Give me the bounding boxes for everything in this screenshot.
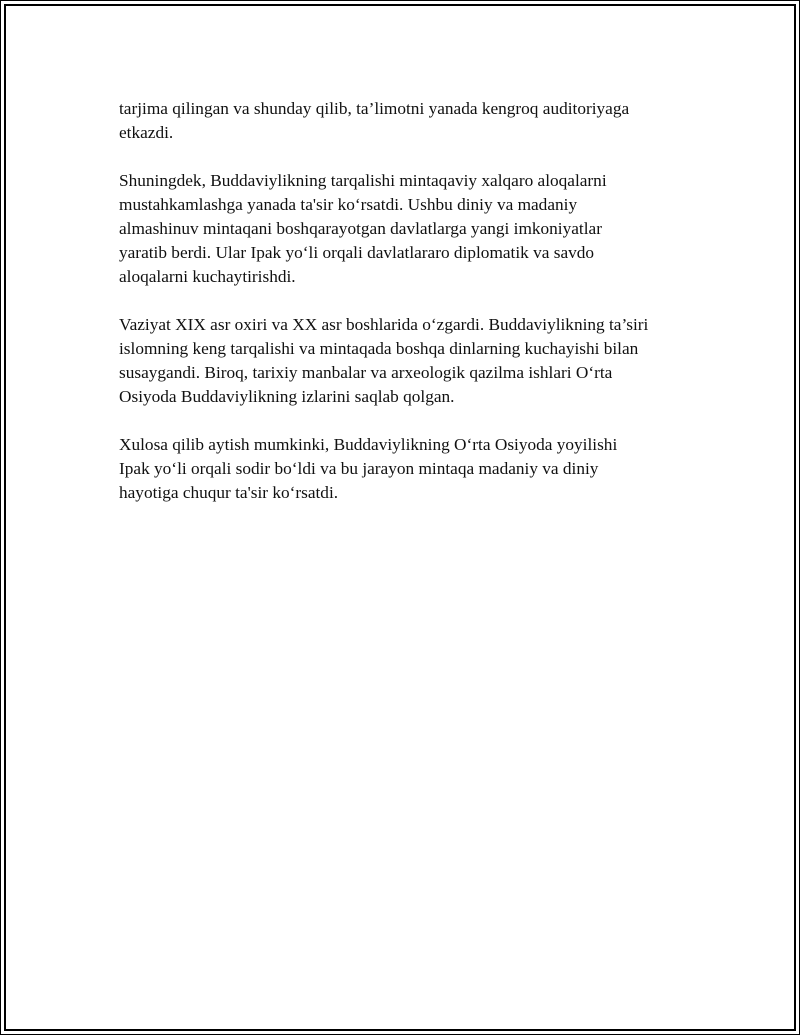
text-line: Shuningdek, Buddaviylikning tarqalishi mintaqaviy xalqaro aloqalarni [119,171,607,190]
text-line: Ipak yoʻli orqali sodir boʻldi va bu jarayon mintaqa madaniy va diniy [119,459,599,478]
text-line: islomning keng tarqalishi va mintaqada boshqa dinlarning kuchayishi bilan [119,339,639,358]
page-border-inner [4,4,796,1031]
text-line: Vaziyat XIX asr oxiri va XX asr boshlarida oʻzgardi. Buddaviylikning ta’siri [119,315,649,334]
text-line: Xulosa qilib aytish mumkinki, Buddaviylikning Oʻrta Osiyoda yoyilishi [119,435,618,454]
text-line: tarjima qilingan va shunday qilib, ta’limotni yanada kengroq auditoriyaga [119,99,630,118]
document-body [119,97,709,529]
paragraph-1 [119,97,709,145]
text-line: Osiyoda Buddaviylikning izlarini saqlab qolgan. [119,387,455,406]
text-line: susaygandi. Biroq, tarixiy manbalar va arxeologik qazilma ishlari Oʻrta [119,363,613,382]
text-line: aloqalarni kuchaytirishdi. [119,267,296,286]
text-line: mustahkamlashga yanada ta'sir koʻrsatdi. Ushbu diniy va madaniy [119,195,578,214]
paragraph-2 [119,169,709,289]
paragraph-3 [119,313,709,409]
text-line: almashinuv mintaqani boshqarayotgan davlatlarga yangi imkoniyatlar [119,219,602,238]
text-line: etkazdi. [119,123,174,142]
text-line: yaratib berdi. Ular Ipak yoʻli orqali davlatlararo diplomatik va savdo [119,243,595,262]
text-line: hayotiga chuqur ta'sir koʻrsatdi. [119,483,339,502]
paragraph-4 [119,433,709,505]
